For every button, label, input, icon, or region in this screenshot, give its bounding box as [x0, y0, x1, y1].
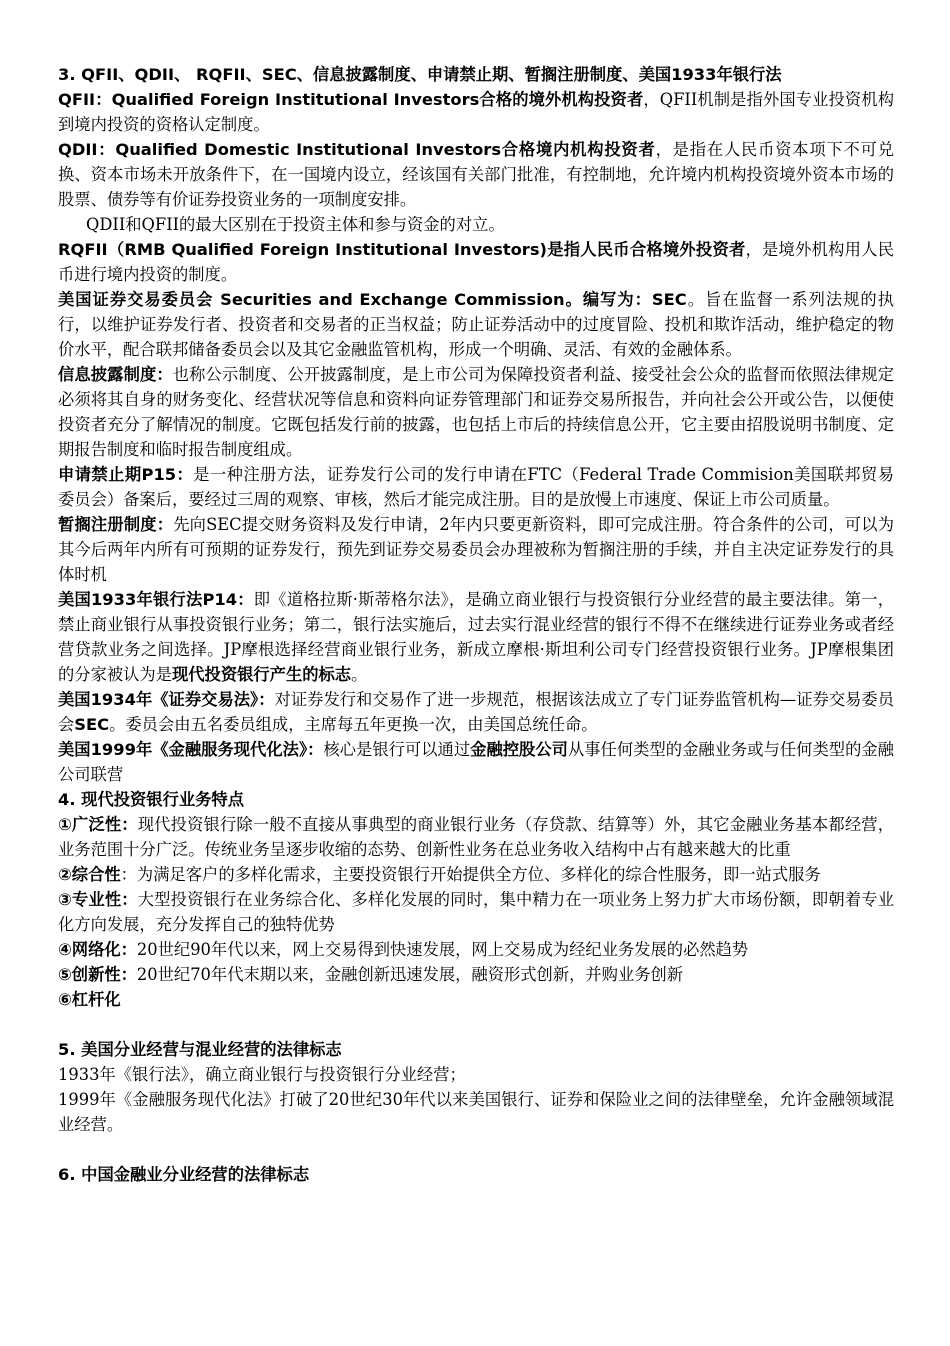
act-1999-text: 核心是银行可以通过 [323, 740, 471, 759]
section-5-heading: 5. 美国分业经营与混业经营的法律标志 [58, 1040, 342, 1059]
act-1999-bold: 金融控股公司 [470, 740, 568, 759]
feature-text: 20世纪90年代以来，网上交易得到快速发展，网上交易成为经纪业务发展的必然趋势 [136, 940, 749, 959]
act-1933-term: 美国1933年银行法P14： [58, 590, 254, 609]
qfii-paragraph [58, 87, 894, 137]
act-1934-term: 美国1934年《证券交易法》： [58, 690, 275, 709]
feature-text: 大型投资银行在业务综合化、多样化发展的同时，集中精力在一项业务上努力扩大市场份额，即朝着专业化方向发展，充分发挥自己的独特优势 [58, 890, 894, 934]
act-1999-text-2: 从事任何类型的金融业务或与任何类型的金融公司联营 [58, 740, 894, 784]
section-3-heading: 3. QFII、QDII、 RQFII、SEC、信息披露制度、申请禁止期、暂搁注册制度、美国1933年银行法 [58, 65, 782, 84]
feature-term: ⑤创新性： [58, 965, 137, 984]
section-5-line-2: 1999年《金融服务现代化法》打破了20世纪30年代以来美国银行、证券和保险业之间的法律壁垒，允许金融领域混业经营。 [58, 1090, 894, 1134]
sec-paragraph [58, 287, 894, 362]
feature-item [58, 937, 894, 962]
act-1999-paragraph [58, 737, 894, 787]
qdii-qfii-difference: QDII和QFII的最大区别在于投资主体和参与资金的对立。 [86, 215, 505, 234]
qdii-paragraph [58, 137, 894, 212]
act-1999-term: 美国1999年《金融服务现代化法》： [58, 740, 324, 759]
feature-text: ：为满足客户的多样化需求，主要投资银行开始提供全方位、多样化的综合性服务，即一站式服务 [120, 865, 821, 884]
feature-text: 现代投资银行除一般不直接从事典型的商业银行业务（存贷款、结算等）外，其它金融业务基本都经营，业务范围十分广泛。传统业务呈逐步收缩的态势、创新性业务在总业务收入结构中占有越来越大的比重 [58, 815, 894, 859]
ban-period-text: 是一种注册方法，证券发行公司的发行申请在FTC（Federal Trade Commision美国联邦贸易委员会）备案后，要经过三周的观察、审核，然后才能完成注册。目的是放慢上市速度、保证上市公司质量。 [58, 465, 894, 509]
spacer [58, 1137, 894, 1162]
act-1933-end: 。 [351, 665, 368, 684]
act-1934-text-2: 。委员会由五名委员组成，主席每五年更换一次，由美国总统任命。 [109, 715, 598, 734]
feature-item [58, 862, 894, 887]
feature-item [58, 812, 894, 862]
feature-term: ③专业性： [58, 890, 138, 909]
feature-item [58, 887, 894, 937]
ban-period-term: 申请禁止期P15： [58, 465, 194, 484]
qdii-text: ，是指在人民币资本项下不可兑换、资本市场未开放条件下，在一国境内设立，经该国有关部门批准，有控制地，允许境内机构投资境外资本市场的股票、债券等有价证券投资业务的一项制度安排。 [58, 140, 894, 209]
feature-item [58, 987, 894, 1012]
section-6-heading: 6. 中国金融业分业经营的法律标志 [58, 1165, 310, 1184]
feature-term: ④网络化： [58, 940, 137, 959]
qfii-text: ，QFII机制是指外国专业投资机构到境内投资的资格认定制度。 [58, 90, 894, 134]
feature-term: ②综合性 [58, 865, 121, 884]
rqfii-paragraph [58, 237, 894, 287]
act-1934-paragraph [58, 687, 894, 737]
qfii-term: QFII：Qualified Foreign Institutional Investors合格的境外机构投资者 [58, 90, 644, 109]
disclosure-term: 信息披露制度： [58, 365, 173, 384]
act-1933-bold-tail: 现代投资银行产生的标志 [171, 665, 352, 684]
section-5-line-1: 1933年《银行法》，确立商业银行与投资银行分业经营； [58, 1065, 466, 1084]
sec-term: 美国证券交易委员会 Securities and Exchange Commission。编写为：SEC [58, 290, 687, 309]
spacer [58, 1012, 894, 1037]
rqfii-text: ，是境外机构用人民币进行境内投资的制度。 [58, 240, 894, 284]
shelf-registration-term: 暂搁注册制度： [58, 515, 174, 534]
act-1934-text: 对证券发行和交易作了进一步规范，根据该法成立了专门证券监管机构—证券交易委员会 [58, 690, 895, 734]
ban-period-paragraph [58, 462, 894, 512]
act-1934-bold: SEC [74, 715, 110, 734]
sec-text: 。旨在监督一系列法规的执行，以维护证券发行者、投资者和交易者的正当权益；防止证券活动中的过度冒险、投机和欺诈活动，维护稳定的物价水平，配合联邦储备委员会以及其它金融监管机构，形成一个明确、灵活、有效的金融体系。 [58, 290, 894, 359]
feature-term: ⑥杠杆化 [58, 990, 121, 1009]
feature-item [58, 962, 894, 987]
act-1933-paragraph [58, 587, 894, 687]
rqfii-term: RQFII（RMB Qualified Foreign Institutional Investors)是指人民币合格境外投资者 [58, 240, 746, 259]
section-4-heading: 4. 现代投资银行业务特点 [58, 790, 244, 809]
shelf-registration-paragraph [58, 512, 894, 587]
disclosure-text: 也称公示制度、公开披露制度，是上市公司为保障投资者利益、接受社会公众的监督而依照法律规定必须将其自身的财务变化、经营状况等信息和资料向证券管理部门和证券交易所报告，并向社会公开或公告，以便使投资者充分了解情况的制度。它既包括发行前的披露，也包括上市后的持续信息公开，它主要由招股说明书制度、定期报告制度和临时报告制度组成。 [58, 365, 894, 459]
feature-text: 20世纪70年代末期以来，金融创新迅速发展，融资形式创新，并购业务创新 [136, 965, 684, 984]
act-1933-text: 即《道格拉斯·斯蒂格尔法》，是确立商业银行与投资银行分业经营的最主要法律。第一，禁止商业银行从事投资银行业务；第二，银行法实施后，过去实行混业经营的银行不得不在继续进行证券业务或者经营贷款业务之间选择。JP摩根选择经营商业银行业务，新成立摩根·斯坦利公司专门经营投资银行业务。JP摩根集团的分家被认为是 [58, 590, 894, 684]
feature-term: ①广泛性： [58, 815, 138, 834]
disclosure-paragraph [58, 362, 894, 462]
shelf-registration-text: 先向SEC提交财务资料及发行申请，2年内只要更新资料，即可完成注册。符合条件的公司，可以为其今后两年内所有可预期的证券发行，预先到证券交易委员会办理被称为暂搁注册的手续，并自主决定证券发行的具体时机 [58, 515, 894, 584]
qdii-term: QDII：Qualified Domestic Institutional Investors合格境内机构投资者 [58, 140, 656, 159]
